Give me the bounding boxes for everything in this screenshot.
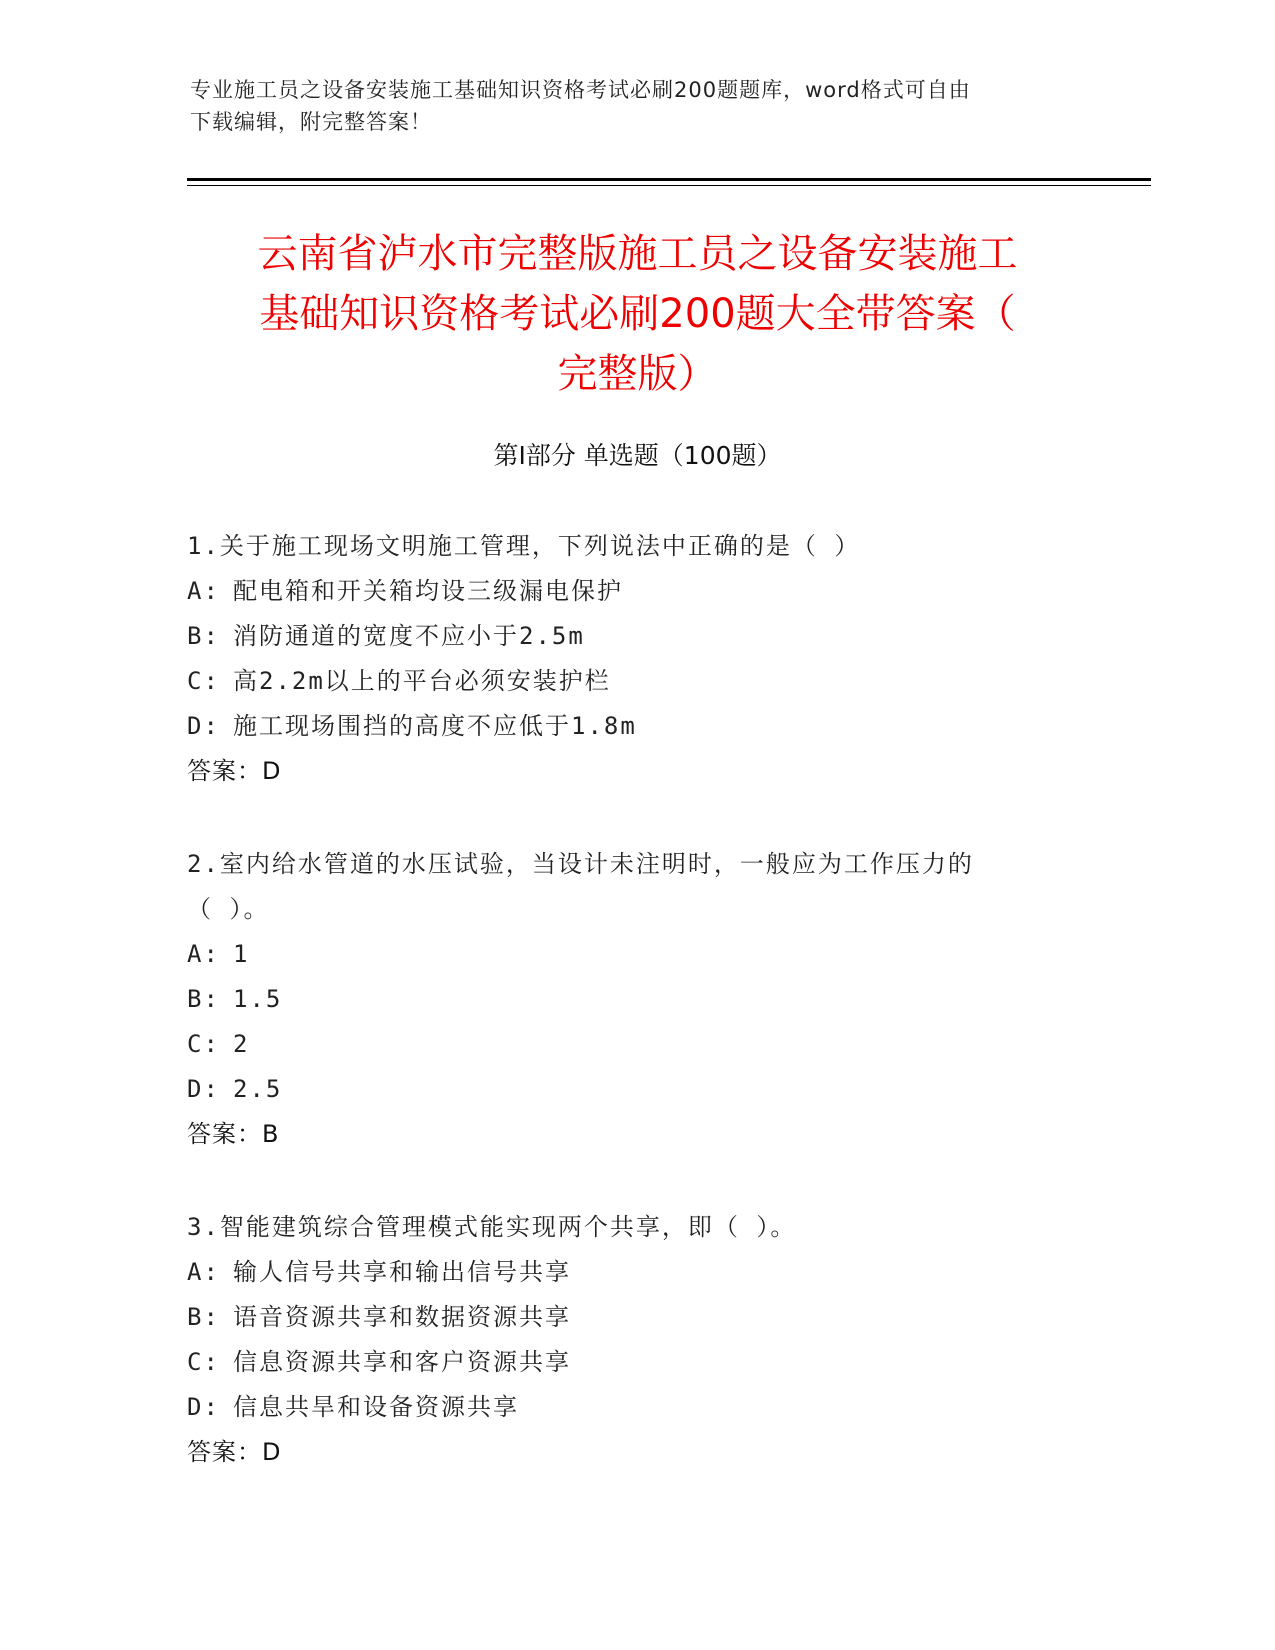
question-3 xyxy=(187,1205,1087,1475)
header-note-line-2: 下载编辑，附完整答案！ xyxy=(190,110,432,134)
option-key: D: xyxy=(187,1393,220,1421)
question-stem-continued: （ ）。 xyxy=(187,895,270,923)
option-text: 输人信号共享和输出信号共享 xyxy=(233,1258,571,1286)
option-d xyxy=(187,1385,1087,1430)
option-key: C: xyxy=(187,1030,220,1058)
document-title-line-3: 完整版） xyxy=(557,351,718,397)
option-key: C: xyxy=(187,1348,220,1376)
header-note xyxy=(190,74,1090,138)
question-stem: 3.智能建筑综合管理模式能实现两个共享，即（ ）。 xyxy=(187,1213,797,1241)
option-text: 信息共旱和设备资源共享 xyxy=(233,1393,519,1421)
option-text: 1 xyxy=(233,940,250,968)
document-title xyxy=(180,224,1095,404)
option-d xyxy=(187,704,1087,749)
header-rule-thick xyxy=(187,178,1151,181)
question-1 xyxy=(187,524,1087,794)
option-text: 施工现场围挡的高度不应低于1.8m xyxy=(233,712,637,740)
option-key: C: xyxy=(187,667,220,695)
option-b xyxy=(187,614,1087,659)
answer: 答案：D xyxy=(187,757,282,785)
answer: 答案：D xyxy=(187,1438,282,1466)
section-title: 第Ⅰ部分 单选题（100题） xyxy=(493,441,782,470)
option-b xyxy=(187,977,1087,1022)
option-key: B: xyxy=(187,1303,220,1331)
option-key: D: xyxy=(187,1075,220,1103)
option-key: A: xyxy=(187,1258,220,1286)
question-stem: 1.关于施工现场文明施工管理，下列说法中正确的是（ ） xyxy=(187,532,861,560)
option-text: 1.5 xyxy=(233,985,283,1013)
option-a xyxy=(187,569,1087,614)
option-key: B: xyxy=(187,985,220,1013)
question-2 xyxy=(187,842,1087,1157)
option-text: 消防通道的宽度不应小于2.5m xyxy=(233,622,585,650)
option-text: 配电箱和开关箱均设三级漏电保护 xyxy=(233,577,623,605)
option-text: 高2.2m以上的平台必须安装护栏 xyxy=(233,667,611,695)
option-c xyxy=(187,659,1087,704)
option-d xyxy=(187,1067,1087,1112)
document-title-line-1: 云南省泸水市完整版施工员之设备安装施工 xyxy=(257,231,1018,277)
option-a xyxy=(187,932,1087,977)
option-a xyxy=(187,1250,1087,1295)
question-stem: 2.室内给水管道的水压试验，当设计未注明时，一般应为工作压力的 xyxy=(187,850,974,878)
header-rule-thin xyxy=(187,185,1151,186)
option-key: D: xyxy=(187,712,220,740)
option-text: 语音资源共享和数据资源共享 xyxy=(233,1303,571,1331)
option-key: A: xyxy=(187,940,220,968)
document-title-line-2: 基础知识资格考试必刷200题大全带答案（ xyxy=(259,291,1016,337)
option-text: 信息资源共享和客户资源共享 xyxy=(233,1348,571,1376)
answer: 答案：B xyxy=(187,1120,280,1148)
header-note-line-1: 专业施工员之设备安装施工基础知识资格考试必刷200题题库，word格式可自由 xyxy=(190,78,971,102)
option-c xyxy=(187,1022,1087,1067)
option-key: B: xyxy=(187,622,220,650)
option-text: 2.5 xyxy=(233,1075,283,1103)
option-key: A: xyxy=(187,577,220,605)
option-text: 2 xyxy=(233,1030,250,1058)
option-b xyxy=(187,1295,1087,1340)
option-c xyxy=(187,1340,1087,1385)
